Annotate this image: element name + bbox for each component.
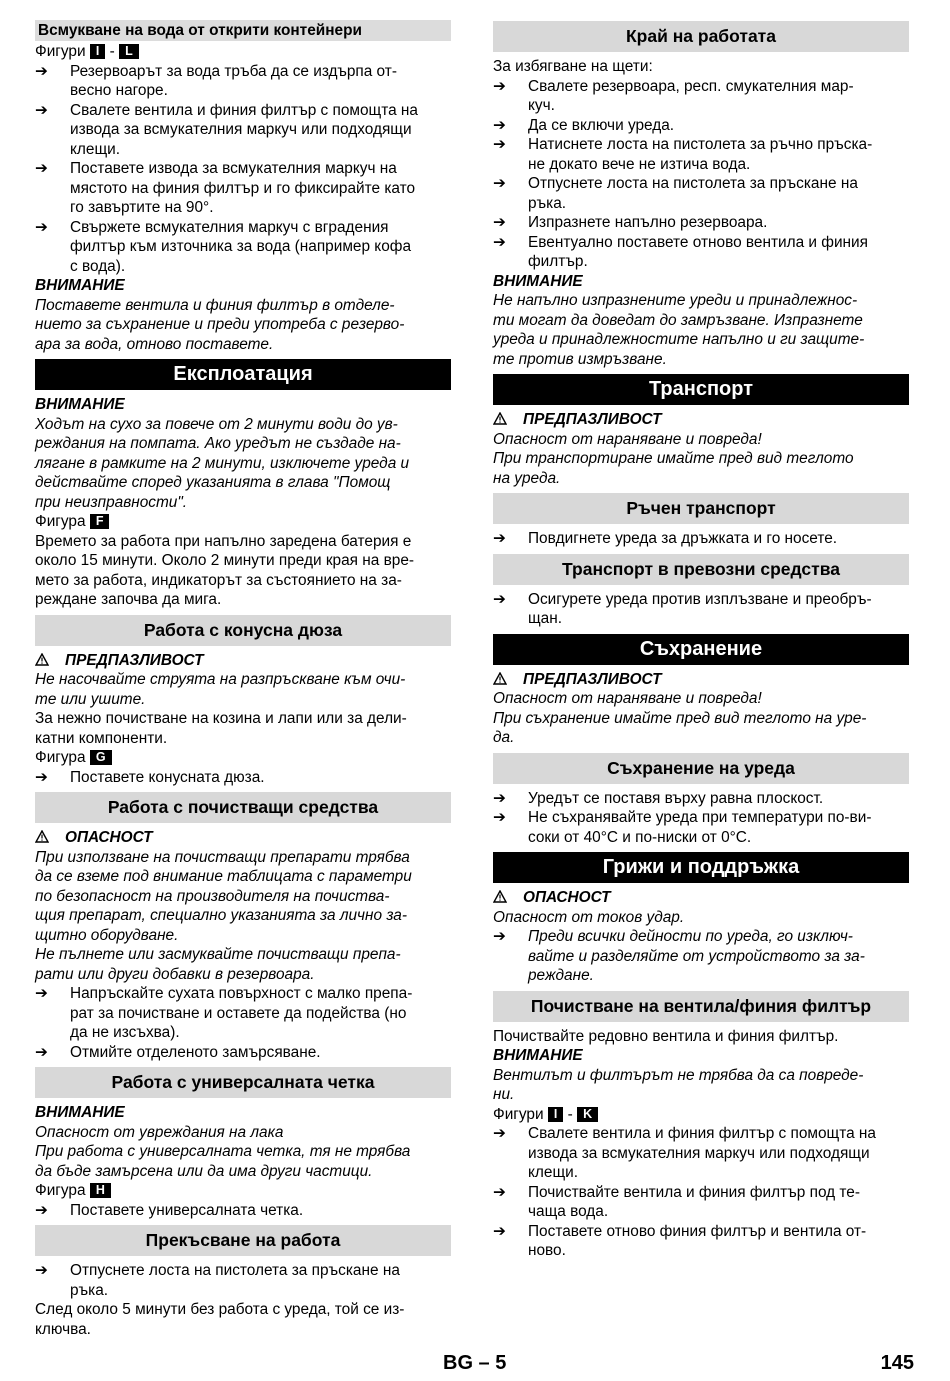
caution-text: Опасност от нараняване и повреда! [493, 690, 762, 707]
arrow-icon: ➔ [35, 1043, 48, 1061]
paragraph-line: катни компоненти. [35, 729, 168, 747]
note-text: нието за съхранение и преди употреба с резерво- [35, 316, 405, 333]
danger-text: рати или други добавки в резервоара. [35, 965, 315, 983]
arrow-icon: ➔ [493, 590, 506, 608]
caution-text: При транспортиране имайте пред вид теглото [493, 450, 854, 467]
figure-badge: L [119, 44, 139, 59]
caution-text: Опасност от нараняване и повреда! [493, 430, 762, 448]
figure-badge: I [90, 44, 105, 59]
warning-triangle-icon [493, 410, 523, 430]
list-item-cont: филтър. [528, 253, 588, 270]
list-item: ➔ Натиснете лоста на пистолета за ръчно пръска- [493, 136, 873, 153]
list-item: ➔ Поставете отново финия филтър и вентила от- [493, 1222, 867, 1240]
list-item: ➔ Повдигнете уреда за дръжката и го носете. [493, 530, 838, 547]
list-item-cont: рат за почистване и оставете да подейства (но [70, 1004, 407, 1022]
danger-text: Опасност от токов удар. [493, 908, 685, 926]
note-title: ВНИМАНИЕ [493, 272, 583, 290]
note-text: Поставете вентила и финия филтър в отделе- [35, 296, 395, 314]
warning-triangle-icon [493, 670, 523, 690]
note-text: при неизправности". [35, 493, 188, 511]
caution-text: Не насочвайте струята на разпръскване към очи- [35, 671, 406, 688]
paragraph-line: около 15 минути. Около 2 минути преди края на вре- [35, 552, 415, 569]
list-item-cont: го завъртите на 90°. [70, 199, 214, 216]
caution-text: на уреда. [493, 469, 561, 487]
heading-interrupt: Прекъсване на работа [35, 1225, 451, 1256]
list-item-cont: мястото на финия филтър и го фиксирайте като [70, 179, 416, 197]
list-item: ➔ Уредът се поставя върху равна плоскост. [493, 789, 824, 807]
list-item: ➔ Осигурете уреда против изплъзване и преобръ- [493, 590, 872, 608]
figure-badge: I [548, 1107, 563, 1122]
danger-text: Не пълнете или засмуквайте почистващи препа- [35, 946, 401, 963]
heading-manual-transport: Ръчен транспорт [493, 493, 909, 524]
heading-universal-brush: Работа с универсалната четка [35, 1067, 451, 1098]
list-item: ➔ Да се включи уреда. [493, 116, 675, 134]
list-item-cont: извода за всмукателния маркуч или подходящи [70, 121, 412, 138]
arrow-icon: ➔ [35, 218, 48, 236]
heading-storage: Съхранение [493, 634, 909, 665]
note-text: Вентилът и филтърът не трябва да са повреде- [493, 1066, 864, 1084]
arrow-icon: ➔ [493, 1222, 506, 1240]
paragraph-line: За избягване на щети: [493, 58, 653, 75]
arrow-icon: ➔ [493, 175, 506, 192]
list-item-cont: клещи. [528, 1164, 578, 1181]
list-item: ➔ Не съхранявайте уреда при температури по-ви- [493, 809, 872, 826]
arrow-icon: ➔ [35, 101, 48, 119]
list-item: ➔ Отпуснете лоста на пистолета за пръскане на [493, 175, 858, 192]
list-item-cont: ново. [528, 1242, 566, 1259]
list-item-cont: клещи. [70, 140, 120, 158]
list-item-cont: реждане. [528, 967, 594, 984]
danger-text: по безопасност на производителя на почиства- [35, 887, 390, 905]
paragraph-line: ключва. [35, 1320, 91, 1338]
footer-section-label: BG – 5 [443, 1352, 507, 1374]
list-item: ➔ Поставете извода за всмукателния маркуч на [35, 160, 397, 177]
note-title: ВНИМАНИЕ [493, 1047, 583, 1064]
arrow-icon: ➔ [35, 1201, 48, 1219]
paragraph-line: Времето за работа при напълно заредена батерия е [35, 532, 412, 550]
note-text: ти могат да доведат до замръзване. Изпразнете [493, 311, 863, 329]
heading-valve-cleaning: Почистване на вентила/финия филтър [493, 991, 909, 1022]
note-text: лягане в рамките на 2 минути, изключете уреда и [35, 454, 410, 472]
page-number: 145 [880, 1352, 914, 1374]
right-column [493, 20, 909, 1261]
list-item: ➔ Свалете вентила и финия филтър с помощта на [493, 1125, 876, 1142]
list-item: ➔ Поставете конусната дюза. [35, 768, 265, 786]
note-title: ВНИМАНИЕ [35, 396, 125, 413]
note-text: те против измръзване. [493, 350, 667, 368]
list-item: ➔ Свържете всмукателния маркуч с вградения [35, 218, 389, 236]
paragraph-line: Почиствайте редовно вентила и финия филтър. [493, 1027, 839, 1045]
arrow-icon: ➔ [493, 809, 506, 826]
heading-vehicle-transport: Транспорт в превозни средства [493, 554, 909, 585]
list-item-cont: да не изсъхва). [70, 1024, 180, 1041]
note-text: Ходът на сухо за повече от 2 минути води до ув- [35, 415, 398, 433]
list-item: ➔ Свалете резервоара, респ. смукателния мар- [493, 77, 854, 95]
arrow-icon: ➔ [493, 1183, 506, 1201]
heading-care: Грижи и поддръжка [493, 852, 909, 883]
arrow-icon: ➔ [493, 116, 506, 134]
note-text: действайте според указанията в глава "Помощ [35, 474, 391, 491]
note-text: уреда и принадлежностите напълно и ги защите- [493, 331, 865, 348]
list-item-cont: чаща вода. [528, 1203, 609, 1220]
list-item: ➔ Изпразнете напълно резервоара. [493, 214, 768, 231]
note-title: ВНИМАНИЕ [35, 277, 125, 294]
paragraph-line: мето за работа, индикаторът за състоянието на за- [35, 571, 402, 589]
section-title-suction: Всмукване на вода от открити контейнери [35, 20, 451, 41]
caution-text: При съхранение имайте пред вид теглото на уре- [493, 709, 867, 727]
arrow-icon: ➔ [493, 77, 506, 95]
figure-ref: Фигура F [35, 512, 451, 532]
arrow-icon: ➔ [35, 985, 48, 1002]
figure-badge: G [90, 750, 112, 765]
heading-operation: Експлоатация [35, 359, 451, 390]
caution-text: да. [493, 729, 515, 746]
note-text: да бъде замърсена или да има други частици. [35, 1162, 373, 1180]
warning-triangle-icon [35, 651, 65, 671]
figure-ref: Фигура G [35, 748, 451, 768]
paragraph-line: реждане започва да мига. [35, 591, 222, 608]
note-text: реждания на помпата. Ако уредът не създаде на- [35, 435, 401, 452]
figure-badge: H [90, 1183, 111, 1198]
paragraph-line: За нежно почистване на козина и лапи или за дели- [35, 710, 407, 727]
note-text: Опасност от увреждания на лака [35, 1123, 284, 1141]
paragraph-line: След около 5 минути без работа с уреда, той се из- [35, 1301, 405, 1318]
list-item: ➔ Отмийте отделеното замърсяване. [35, 1043, 321, 1061]
list-item-cont: извода за всмукателния маркуч или подходящи [528, 1144, 870, 1162]
list-item-cont: соки от 40°C и по-ниски от 0°C. [528, 828, 752, 846]
arrow-icon: ➔ [493, 789, 506, 807]
note-text: ара за вода, отново поставете. [35, 335, 274, 353]
note-text: ни. [493, 1086, 515, 1103]
list-item: ➔ Почиствайте вентила и финия филтър под те- [493, 1183, 860, 1201]
figure-ref: Фигура H [35, 1181, 451, 1201]
list-item-cont: ръка. [70, 1281, 109, 1299]
arrow-icon: ➔ [493, 136, 506, 153]
arrow-icon: ➔ [493, 233, 506, 251]
danger-text: да се вземе под внимание таблицата с параметри [35, 868, 412, 885]
figure-badge: K [577, 1107, 598, 1122]
arrow-icon: ➔ [35, 1262, 48, 1279]
list-item-cont: не докато вече не изтича вода. [528, 155, 751, 173]
warning-triangle-icon [493, 888, 523, 908]
arrow-icon: ➔ [493, 928, 506, 945]
figure-ref: Фигури I - L [35, 42, 451, 62]
note-text: При работа с универсалната четка, тя не трябва [35, 1143, 411, 1160]
list-item-cont: щан. [528, 610, 562, 627]
list-item-cont: ръка. [528, 194, 567, 212]
warning-triangle-icon [35, 828, 65, 848]
arrow-icon: ➔ [35, 62, 48, 80]
list-item: ➔ Отпуснете лоста на пистолета за пръскане на [35, 1262, 400, 1279]
heading-device-storage: Съхранение на уреда [493, 753, 909, 784]
caution-title: ПРЕДПАЗЛИВОСТ [493, 410, 909, 430]
list-item-cont: вайте и разделяйте от устройството за за- [528, 947, 865, 965]
arrow-icon: ➔ [35, 160, 48, 177]
list-item: ➔ Свалете вентила и финия филтър с помощта на [35, 101, 418, 119]
caution-text: те или ушите. [35, 690, 146, 708]
note-title: ВНИМАНИЕ [35, 1104, 125, 1121]
heading-cleaning-agents: Работа с почистващи средства [35, 792, 451, 823]
arrow-icon: ➔ [35, 768, 48, 786]
figure-ref: Фигури I - K [493, 1105, 909, 1125]
arrow-icon: ➔ [493, 1125, 506, 1142]
danger-text: При използване на почистващи препарати трябва [35, 848, 410, 866]
left-column [35, 20, 451, 1339]
danger-text: щитно оборудване. [35, 926, 179, 944]
list-item: ➔ Напръскайте сухата повърхност с малко препа- [35, 985, 413, 1002]
danger-title: ОПАСНОСТ [493, 888, 909, 908]
list-item: ➔ Резервоарът за вода тръба да се издърпа от- [35, 62, 397, 80]
caution-title: ПРЕДПАЗЛИВОСТ [35, 651, 451, 671]
note-text: Не напълно изпразнените уреди и принадлежнос- [493, 292, 858, 309]
heading-cone-nozzle: Работа с конусна дюза [35, 615, 451, 646]
list-item: ➔ Преди всички дейности по уреда, го изключ- [493, 928, 853, 945]
danger-title: ОПАСНОСТ [35, 828, 451, 848]
list-item-cont: куч. [528, 97, 555, 114]
arrow-icon: ➔ [493, 214, 506, 231]
list-item: ➔ Поставете универсалната четка. [35, 1201, 304, 1219]
heading-transport: Транспорт [493, 374, 909, 405]
list-item-cont: с вода). [70, 257, 126, 275]
list-item-cont: весно нагоре. [70, 82, 168, 99]
arrow-icon: ➔ [493, 530, 506, 547]
list-item: ➔ Евентуално поставете отново вентила и финия [493, 233, 868, 251]
list-item-cont: филтър към източника за вода (например кофа [70, 238, 411, 255]
danger-text: щия препарат, специално указанията за лично за- [35, 907, 407, 924]
heading-end-of-work: Край на работата [493, 21, 909, 52]
figure-badge: F [90, 514, 110, 529]
caution-title: ПРЕДПАЗЛИВОСТ [493, 670, 909, 690]
